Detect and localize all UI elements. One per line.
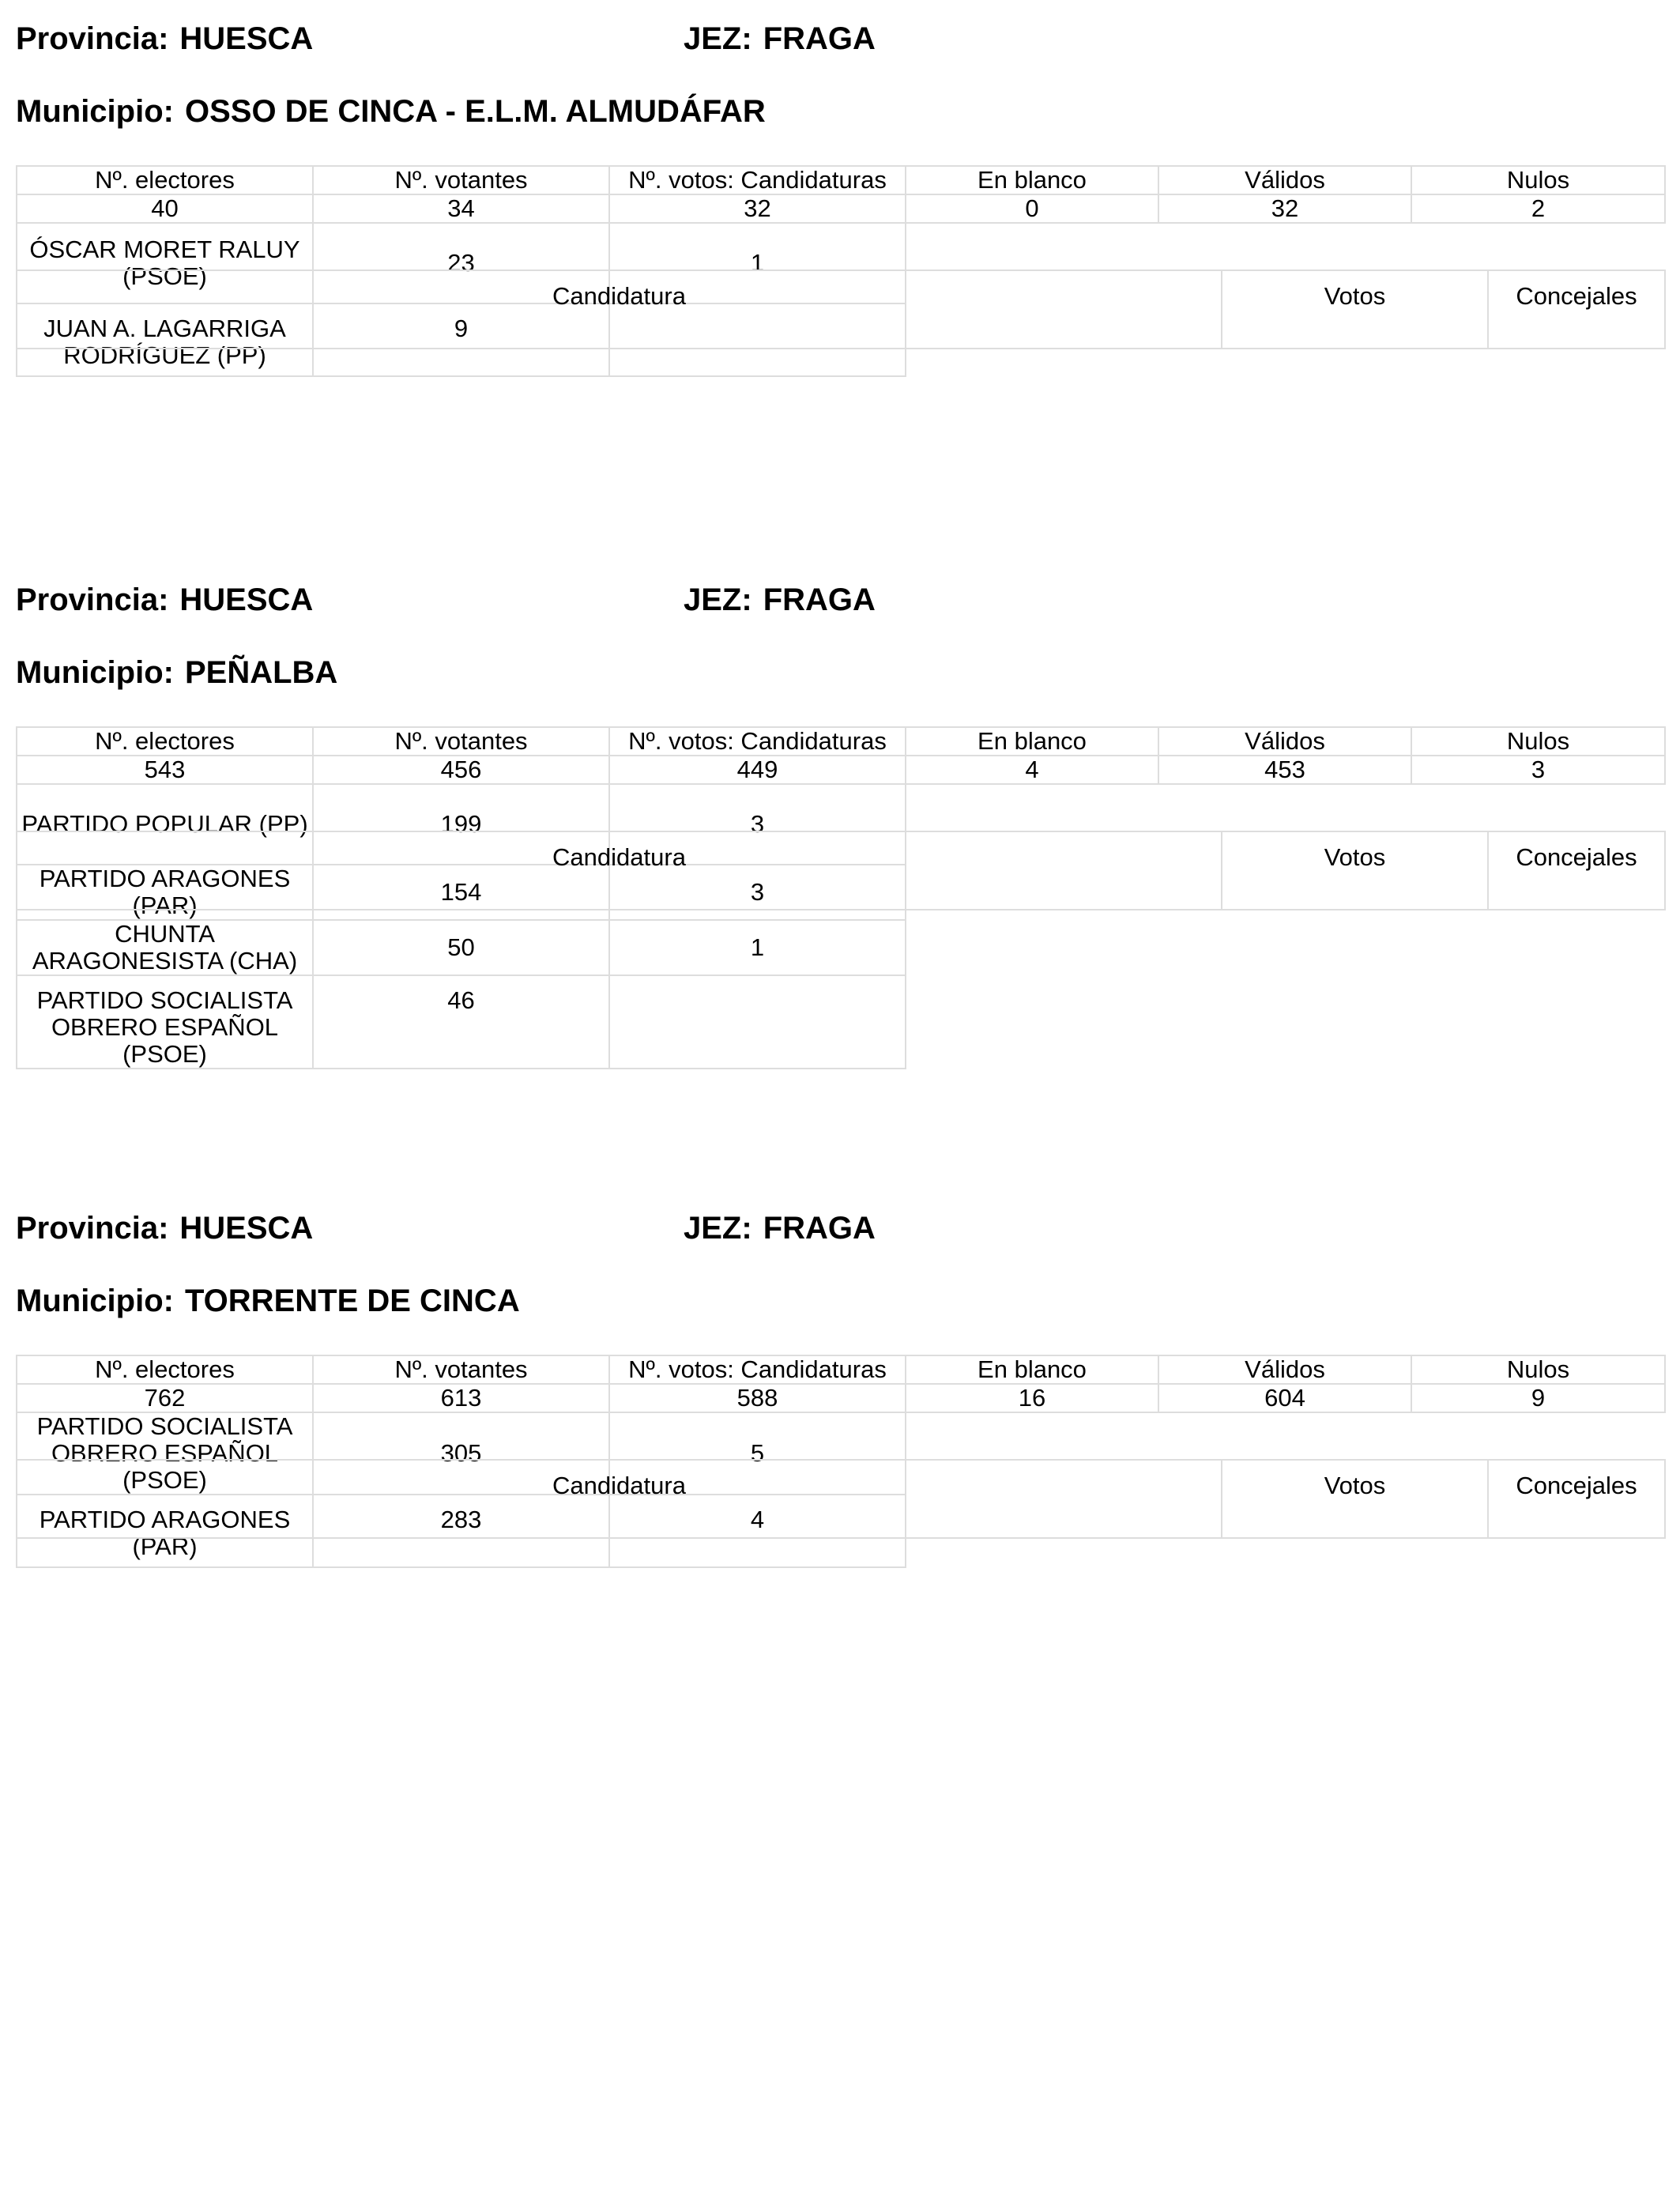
concejales-cell: 5 bbox=[609, 1412, 906, 1495]
stats-value-cell: 40 bbox=[17, 194, 313, 223]
provincia-line bbox=[16, 20, 313, 58]
candidatura-cell: PARTIDO POPULAR (PP) bbox=[17, 784, 313, 865]
votos-cell: 50 bbox=[313, 920, 609, 975]
provincia-label: Provincia: bbox=[16, 582, 169, 617]
provincia-value: HUESCA bbox=[179, 582, 314, 617]
municipio-line bbox=[16, 1282, 520, 1320]
stats-header-cell: Válidos bbox=[1158, 166, 1411, 194]
stats-header-cell: Nº. electores bbox=[17, 166, 313, 194]
stats-header-cell: Válidos bbox=[1158, 727, 1411, 756]
results-header-cell: Candidatura bbox=[17, 270, 1222, 349]
municipio-label: Municipio: bbox=[16, 1284, 174, 1318]
candidatura-cell: PARTIDO SOCIALISTA OBRERO ESPAÑOL (PSOE) bbox=[17, 975, 313, 1069]
stats-header-row bbox=[17, 166, 1665, 194]
candidatura-cell: JUAN A. LAGARRIGA RODRÍGUEZ (PP) bbox=[17, 303, 313, 376]
stats-value-cell: 3 bbox=[1411, 756, 1665, 784]
stats-header-cell: Nulos bbox=[1411, 727, 1665, 756]
stats-header-cell: Nº. votantes bbox=[313, 166, 609, 194]
jez-line bbox=[684, 20, 876, 58]
stats-header-cell: En blanco bbox=[906, 727, 1158, 756]
stats-value-cell: 32 bbox=[1158, 194, 1411, 223]
results-header-cell: Concejales bbox=[1488, 270, 1665, 349]
stats-header-cell: Nº. electores bbox=[17, 727, 313, 756]
concejales-cell: 3 bbox=[609, 784, 906, 865]
candidatura-cell: CHUNTA ARAGONESISTA (CHA) bbox=[17, 920, 313, 975]
stats-header-cell: Válidos bbox=[1158, 1355, 1411, 1384]
results-header-row bbox=[17, 1460, 1665, 1538]
stats-value-cell: 453 bbox=[1158, 756, 1411, 784]
stats-value-cell: 32 bbox=[609, 194, 906, 223]
provincia-value: HUESCA bbox=[179, 21, 314, 56]
stats-value-row bbox=[17, 194, 1665, 223]
votos-cell: 9 bbox=[313, 303, 609, 376]
candidatura-cell: PARTIDO SOCIALISTA OBRERO ESPAÑOL (PSOE) bbox=[17, 1412, 313, 1495]
municipio-value: TORRENTE DE CINCA bbox=[184, 1284, 520, 1318]
provincia-label: Provincia: bbox=[16, 21, 169, 56]
stats-value-cell: 762 bbox=[17, 1384, 313, 1412]
municipio-label: Municipio: bbox=[16, 655, 174, 690]
jez-value: FRAGA bbox=[763, 21, 876, 56]
stats-header-cell: Nº. electores bbox=[17, 1355, 313, 1384]
municipio-value: PEÑALBA bbox=[184, 655, 338, 690]
results-table bbox=[16, 831, 1666, 910]
stats-value-cell: 543 bbox=[17, 756, 313, 784]
results-table bbox=[16, 270, 1666, 349]
results-header-cell: Votos bbox=[1222, 270, 1488, 349]
stats-header-row bbox=[17, 727, 1665, 756]
stats-value-cell: 604 bbox=[1158, 1384, 1411, 1412]
stats-header-cell: Nº. votos: Candidaturas bbox=[609, 727, 906, 756]
candidatura-cell: PARTIDO ARAGONES (PAR) bbox=[17, 865, 313, 920]
jez-line bbox=[684, 1209, 876, 1247]
municipio-line bbox=[16, 654, 337, 692]
votos-cell: 283 bbox=[313, 1495, 609, 1567]
votos-cell: 23 bbox=[313, 223, 609, 303]
jez-label: JEZ: bbox=[684, 582, 752, 617]
stats-header-cell: Nº. votantes bbox=[313, 727, 609, 756]
concejales-cell bbox=[609, 975, 906, 1069]
stats-header-cell: En blanco bbox=[906, 1355, 1158, 1384]
provincia-label: Provincia: bbox=[16, 1211, 169, 1246]
results-header-cell: Concejales bbox=[1488, 1460, 1665, 1538]
concejales-cell: 4 bbox=[609, 1495, 906, 1567]
jez-value: FRAGA bbox=[763, 1211, 876, 1246]
stats-header-cell: Nº. votos: Candidaturas bbox=[609, 166, 906, 194]
jez-label: JEZ: bbox=[684, 21, 752, 56]
results-header-row bbox=[17, 270, 1665, 349]
stats-header-cell: Nº. votos: Candidaturas bbox=[609, 1355, 906, 1384]
stats-value-cell: 588 bbox=[609, 1384, 906, 1412]
stats-value-cell: 613 bbox=[313, 1384, 609, 1412]
votos-cell: 154 bbox=[313, 865, 609, 920]
municipio-value: OSSO DE CINCA - E.L.M. ALMUDÁFAR bbox=[184, 94, 766, 129]
stats-header-cell: Nulos bbox=[1411, 166, 1665, 194]
municipio-line bbox=[16, 92, 766, 130]
results-header-cell: Votos bbox=[1222, 1460, 1488, 1538]
provincia-line bbox=[16, 581, 313, 619]
results-header-cell: Candidatura bbox=[17, 1460, 1222, 1538]
stats-value-cell: 449 bbox=[609, 756, 906, 784]
results-header-cell: Candidatura bbox=[17, 831, 1222, 910]
concejales-cell: 3 bbox=[609, 865, 906, 920]
stats-header-cell: Nº. votantes bbox=[313, 1355, 609, 1384]
stats-header-cell: Nulos bbox=[1411, 1355, 1665, 1384]
stats-value-cell: 9 bbox=[1411, 1384, 1665, 1412]
candidatura-cell: ÓSCAR MORET RALUY (PSOE) bbox=[17, 223, 313, 303]
table-row bbox=[17, 920, 1665, 975]
stats-value-cell: 456 bbox=[313, 756, 609, 784]
votos-cell: 305 bbox=[313, 1412, 609, 1495]
votos-cell: 46 bbox=[313, 975, 609, 1069]
provincia-value: HUESCA bbox=[179, 1211, 314, 1246]
stats-value-cell: 2 bbox=[1411, 194, 1665, 223]
table-row bbox=[17, 975, 1665, 1069]
jez-value: FRAGA bbox=[763, 582, 876, 617]
jez-label: JEZ: bbox=[684, 1211, 752, 1246]
stats-value-row bbox=[17, 756, 1665, 784]
stats-value-cell: 0 bbox=[906, 194, 1158, 223]
stats-value-cell: 34 bbox=[313, 194, 609, 223]
results-header-row bbox=[17, 831, 1665, 910]
stats-value-cell: 16 bbox=[906, 1384, 1158, 1412]
votos-cell: 199 bbox=[313, 784, 609, 865]
stats-value-row bbox=[17, 1384, 1665, 1412]
candidatura-cell: PARTIDO ARAGONES (PAR) bbox=[17, 1495, 313, 1567]
stats-value-cell: 4 bbox=[906, 756, 1158, 784]
jez-line bbox=[684, 581, 876, 619]
results-table bbox=[16, 1459, 1666, 1539]
concejales-cell: 1 bbox=[609, 223, 906, 303]
results-header-cell: Votos bbox=[1222, 831, 1488, 910]
provincia-line bbox=[16, 1209, 313, 1247]
municipio-label: Municipio: bbox=[16, 94, 174, 129]
concejales-cell: 1 bbox=[609, 920, 906, 975]
stats-header-row bbox=[17, 1355, 1665, 1384]
stats-header-cell: En blanco bbox=[906, 166, 1158, 194]
results-header-cell: Concejales bbox=[1488, 831, 1665, 910]
